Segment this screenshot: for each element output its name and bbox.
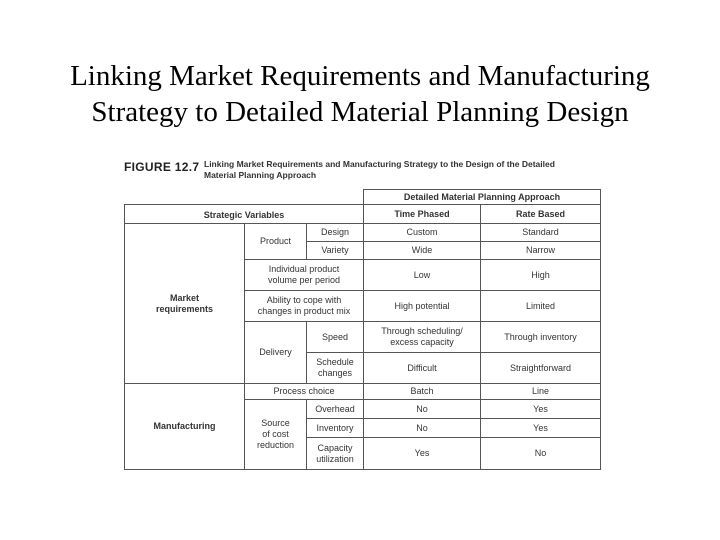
strategic-variables-header: Strategic Variables — [125, 205, 364, 224]
market-requirements-cell — [125, 224, 245, 384]
product-cell: Product — [245, 224, 307, 260]
capacity-line-1: Capacity — [317, 442, 353, 453]
capacity-time-phased: Yes — [364, 438, 481, 470]
manufacturing-cell: Manufacturing — [125, 384, 245, 470]
capacity-line-2: utilization — [316, 453, 354, 464]
overhead-rate-based: Yes — [481, 400, 601, 419]
slide-title — [0, 58, 720, 130]
speed-rate-based: Through inventory — [481, 322, 601, 353]
empty-corner-cell — [125, 190, 364, 205]
volume-cell — [245, 260, 364, 291]
speed-cell: Speed — [307, 322, 364, 353]
col-header-rate-based: Rate Based — [481, 205, 601, 224]
inventory-rate-based: Yes — [481, 419, 601, 438]
schedule-changes-cell — [307, 353, 364, 384]
schedule-time-phased: Difficult — [364, 353, 481, 384]
overhead-time-phased: No — [364, 400, 481, 419]
delivery-cell: Delivery — [245, 322, 307, 384]
speed-time-phased-line-2: excess capacity — [390, 337, 454, 347]
market-requirements-line-2: requirements — [155, 303, 214, 314]
overhead-cell: Overhead — [307, 400, 364, 419]
figure-caption-line-1: Linking Market Requirements and Manufacturing Strategy to the Design of the Detailed — [204, 159, 555, 169]
table-row — [125, 190, 601, 205]
figure-caption-line-2: Material Planning Approach — [204, 170, 317, 180]
schedule-changes-line-1: Schedule — [316, 357, 354, 367]
slide-title-line-2: Strategy to Detailed Material Planning Design — [91, 96, 629, 128]
table-row — [125, 205, 601, 224]
product-mix-line-1: Ability to cope with — [266, 295, 342, 305]
design-cell: Design — [307, 224, 364, 242]
schedule-changes-line-2: changes — [317, 368, 353, 378]
figure-header — [124, 158, 614, 188]
process-time-phased: Batch — [364, 384, 481, 400]
variety-time-phased: Wide — [364, 242, 481, 260]
product-mix-line-2: changes in product mix — [257, 306, 351, 316]
capacity-rate-based: No — [481, 438, 601, 470]
capacity-utilization-cell — [307, 438, 364, 470]
product-mix-time-phased: High potential — [364, 291, 481, 322]
source-line-3: reduction — [256, 440, 295, 450]
approach-header: Detailed Material Planning Approach — [364, 190, 601, 205]
figure-caption — [204, 159, 614, 181]
speed-time-phased-line-1: Through scheduling/ — [381, 326, 463, 336]
material-planning-table — [124, 189, 601, 470]
variety-rate-based: Narrow — [481, 242, 601, 260]
schedule-rate-based: Straightforward — [481, 353, 601, 384]
table-row — [125, 224, 601, 242]
source-cost-reduction-cell — [245, 400, 307, 470]
market-requirements-line-1: Market — [169, 292, 199, 303]
speed-time-phased — [364, 322, 481, 353]
figure-label: FIGURE 12.7 — [124, 160, 200, 174]
slide-title-line-1: Linking Market Requirements and Manufacturing — [70, 60, 650, 92]
volume-rate-based: High — [481, 260, 601, 291]
volume-line-1: Individual product — [268, 264, 340, 274]
volume-time-phased: Low — [364, 260, 481, 291]
variety-cell: Variety — [307, 242, 364, 260]
source-line-2: of cost — [262, 429, 289, 439]
product-mix-rate-based: Limited — [481, 291, 601, 322]
product-mix-cell — [245, 291, 364, 322]
inventory-cell: Inventory — [307, 419, 364, 438]
inventory-time-phased: No — [364, 419, 481, 438]
table-row — [125, 384, 601, 400]
design-rate-based: Standard — [481, 224, 601, 242]
design-time-phased: Custom — [364, 224, 481, 242]
volume-line-2: volume per period — [267, 275, 341, 285]
process-rate-based: Line — [481, 384, 601, 400]
process-choice-cell: Process choice — [245, 384, 364, 400]
source-line-1: Source — [261, 418, 290, 428]
col-header-time-phased: Time Phased — [364, 205, 481, 224]
